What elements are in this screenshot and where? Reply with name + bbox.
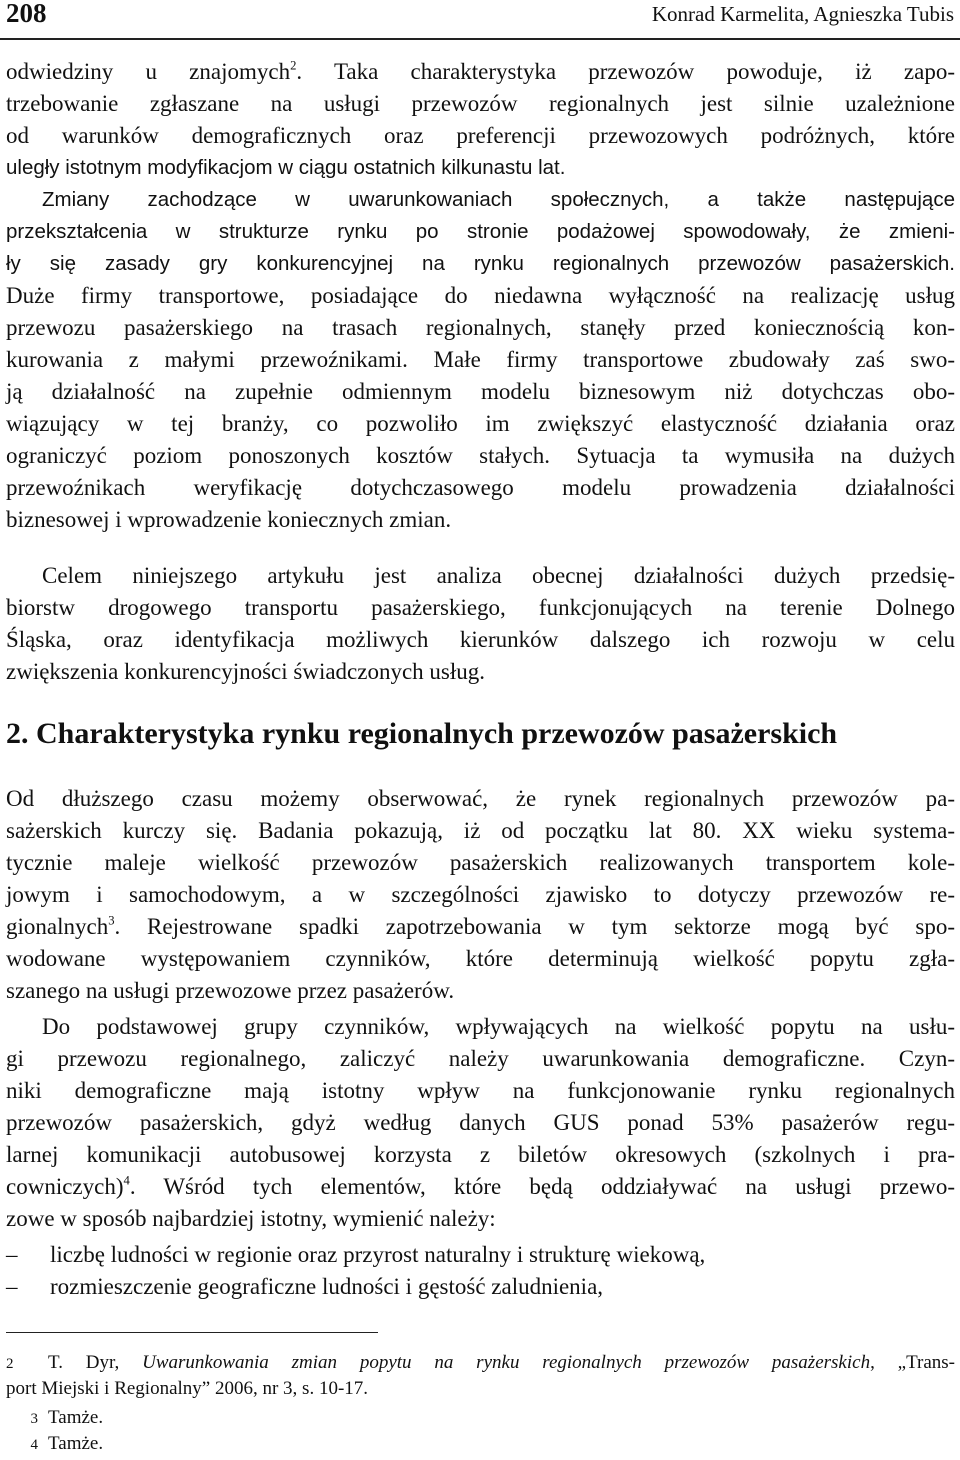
section-heading: 2. Charakterystyka rynku regionalnych przewozów pasażerskich	[6, 717, 838, 750]
text-line: Śląska, oraz identyfikacja możliwych kierunków dalszego ich rozwoju w celu	[6, 627, 955, 652]
text-line: biorstw drogowego transportu pasażerskiego, funkcjonujących na terenie Dolnego	[6, 595, 955, 620]
text-line: cowniczych)$^4$. Wśród tych elementów, które będą oddziaływać na usługi przewo-	[6, 1173, 955, 1199]
text-line: przewozu pasażerskiego na trasach regionalnych, stanęły przed koniecznością kon-	[6, 315, 955, 340]
text-line: Celem niniejszego artykułu jest analiza obecnej działalności dużych przedsię-	[42, 563, 955, 588]
text-line: trzebowanie zgłaszane na usługi przewozów regionalnych jest silnie uzależnione	[6, 91, 955, 116]
footnote-4: 4 Tamże.	[6, 1431, 955, 1457]
text-line: larnej komunikacji autobusowej korzysta z biletów okresowych (szkolnych i pra-	[6, 1142, 955, 1167]
text-line: zwiększenia konkurencyjności świadczonych usług.	[6, 659, 486, 684]
text-line: jowym i samochodowym, a w szczególności zjawisko to dotyczy przewozów re-	[6, 882, 955, 907]
list-dash: –	[6, 1274, 18, 1299]
text-line: sażerskich kurczy się. Badania pokazują, iż od początku lat 80. XX wieku systema-	[6, 818, 955, 843]
text-line: przekształcenia w strukturze rynku po stronie podażowej spowodowały, że zmieni-	[6, 220, 955, 243]
text-line: niki demograficzne mają istotny wpływ na funkcjonowanie rynku regionalnych	[6, 1078, 955, 1103]
text-line: tycznie maleje wielkość przewozów pasażerskich realizowanych transportem kole-	[6, 850, 955, 875]
list-item: liczbę ludności w regionie oraz przyrost naturalny i strukturę wiekową,	[50, 1242, 706, 1267]
footnote-mark: 2	[6, 1356, 14, 1372]
footnote-2: 2 T. Dyr, Uwarunkowania zmian popytu na rynku regionalnych przewozów pasażerskich, „Trans-	[6, 1350, 955, 1376]
text-line: gionalnych$^3$. Rejestrowane spadki zapotrzebowania w tym sektorze mogą być spo-	[6, 913, 955, 939]
text-line: Zmiany zachodzące w uwarunkowaniach społecznych, a także następujące	[42, 188, 955, 211]
header-rule	[0, 38, 960, 40]
text-line: przewoźnikach weryfikację dotychczasowego modelu prowadzenia działalności	[6, 475, 955, 500]
text-line: wiązujący w tej branży, co pozwoliło im zwiększyć elastyczność działania oraz	[6, 411, 955, 436]
footnote-mark: 4	[30, 1437, 38, 1453]
page-number: 208	[6, 0, 47, 28]
running-header-authors: Konrad Karmelita, Agnieszka Tubis	[651, 2, 954, 26]
footnote-ref[interactable]: 4	[123, 1173, 130, 1188]
footnote-3: 3 Tamże.	[6, 1405, 955, 1431]
text-line: Duże firmy transportowe, posiadające do niedawna wyłączność na realizację usług	[6, 283, 955, 308]
text-line: zowe w sposób najbardziej istotny, wymienić należy:	[6, 1206, 496, 1231]
text-line: wodowane występowaniem czynników, które determinują wielkość popytu zgła-	[6, 946, 955, 971]
text-line: ją działalność na zupełnie odmiennym modelu biznesowym niż dotychczas obo-	[6, 379, 955, 404]
cited-title: Uwarunkowania zmian popytu na rynku regionalnych przewozów pasażerskich	[142, 1352, 871, 1373]
list-dash: –	[6, 1242, 18, 1267]
text-line: szanego na usługi przewozowe przez pasażerów.	[6, 978, 455, 1003]
text-line: przewozów pasażerskich, gdyż według danych GUS ponad 53% pasażerów regu-	[6, 1110, 955, 1135]
footnote-rule	[6, 1332, 378, 1333]
text-line: gi przewozu regionalnego, zaliczyć należy uwarunkowania demograficzne. Czyn-	[6, 1046, 955, 1071]
footnote-2-continued: port Miejski i Regionalny” 2006, nr 3, s. 10-17.	[6, 1378, 369, 1399]
text-line: uległy istotnym modyfikacjom w ciągu ostatnich kilkunastu lat.	[6, 156, 566, 179]
running-header	[0, 0, 954, 34]
footnote-ref[interactable]: 2	[290, 58, 297, 73]
list-item: rozmieszczenie geograficzne ludności i gęstość zaludnienia,	[50, 1274, 604, 1299]
text-line: odwiedziny u znajomych$^2$. Taka charakterystyka przewozów powoduje, iż zapo-	[6, 58, 955, 84]
footnote-ref[interactable]: 3	[108, 913, 115, 928]
text-line: biznesowej i wprowadzenie koniecznych zmian.	[6, 507, 452, 532]
text-line: kurowania z małymi przewoźnikami. Małe firmy transportowe zbudowały zaś swo-	[6, 347, 955, 372]
text-line: ograniczyć poziom ponoszonych kosztów stałych. Sytuacja ta wymusiła na dużych	[6, 443, 955, 468]
text-line: Od dłuższego czasu możemy obserwować, że rynek regionalnych przewozów pa-	[6, 786, 955, 811]
text-line: ły się zasady gry konkurencyjnej na rynku regionalnych przewozów pasażerskich.	[6, 252, 955, 275]
footnote-mark: 3	[30, 1411, 38, 1427]
text-line: od warunków demograficznych oraz preferencji przewozowych podróżnych, które	[6, 123, 955, 148]
text-line: Do podstawowej grupy czynników, wpływających na wielkość popytu na usłu-	[42, 1014, 955, 1039]
